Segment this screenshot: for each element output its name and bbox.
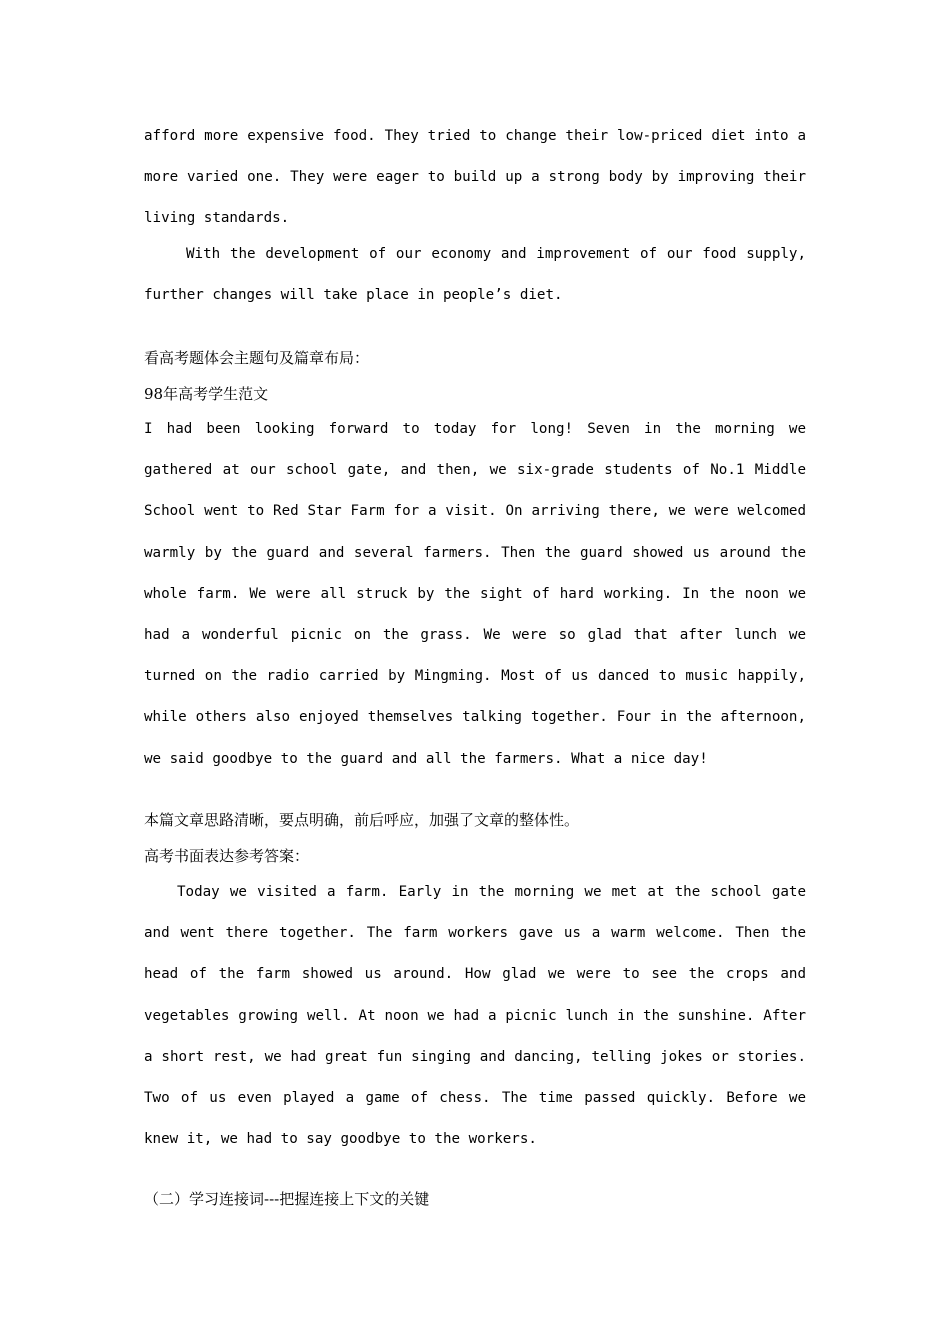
- paragraph-diet-changes: afford more expensive food. They tried to change their low-priced diet into a more varied one. They were eager to build up a strong body by improving their living standards.: [144, 128, 806, 227]
- heading-student-sample: 98年高考学生范文: [144, 385, 269, 403]
- heading-topic-sentence: 看高考题体会主题句及篇章布局：: [144, 349, 370, 367]
- essay-reference-answer: Today we visited a farm. Early in the morning we met at the school gate and went there together. The farm workers gave us a warm welcome. Then the head of the farm showed us around. How glad we were to see the crops and vegetables growing well. At noon we had a picnic lunch in the sunshine. After a short rest, we had great fun singing and dancing, telling jokes or stories. Two of us even played a game of chess. The time passed quickly. Before we knew it, we had to say goodbye to the workers.: [144, 884, 806, 1148]
- essay-comment: 本篇文章思路清晰，要点明确，前后呼应，加强了文章的整体性。: [144, 811, 580, 829]
- paragraph-further-changes: With the development of our economy and improvement of our food supply, further changes will take place in people’s diet.: [144, 246, 806, 304]
- heading-reference-answer: 高考书面表达参考答案：: [144, 847, 310, 865]
- essay-student-sample: I had been looking forward to today for long! Seven in the morning we gathered at our school gate, and then, we six-grade students of No.1 Middle School went to Red Star Farm for a visit. On arriving there, we were welcomed warmly by the guard and several farmers. Then the guard showed us around the whole farm. We were all struck by the sight of hard working. In the noon we had a wonderful picnic on the grass. We were so glad that after lunch we turned on the radio carried by Mingming. Most of us danced to music happily, while others also enjoyed themselves talking together. Four in the afternoon, we said goodbye to the guard and all the farmers. What a nice day!: [144, 421, 806, 767]
- section-title-connectives: （二）学习连接词---把握连接上下文的关键: [144, 1190, 430, 1208]
